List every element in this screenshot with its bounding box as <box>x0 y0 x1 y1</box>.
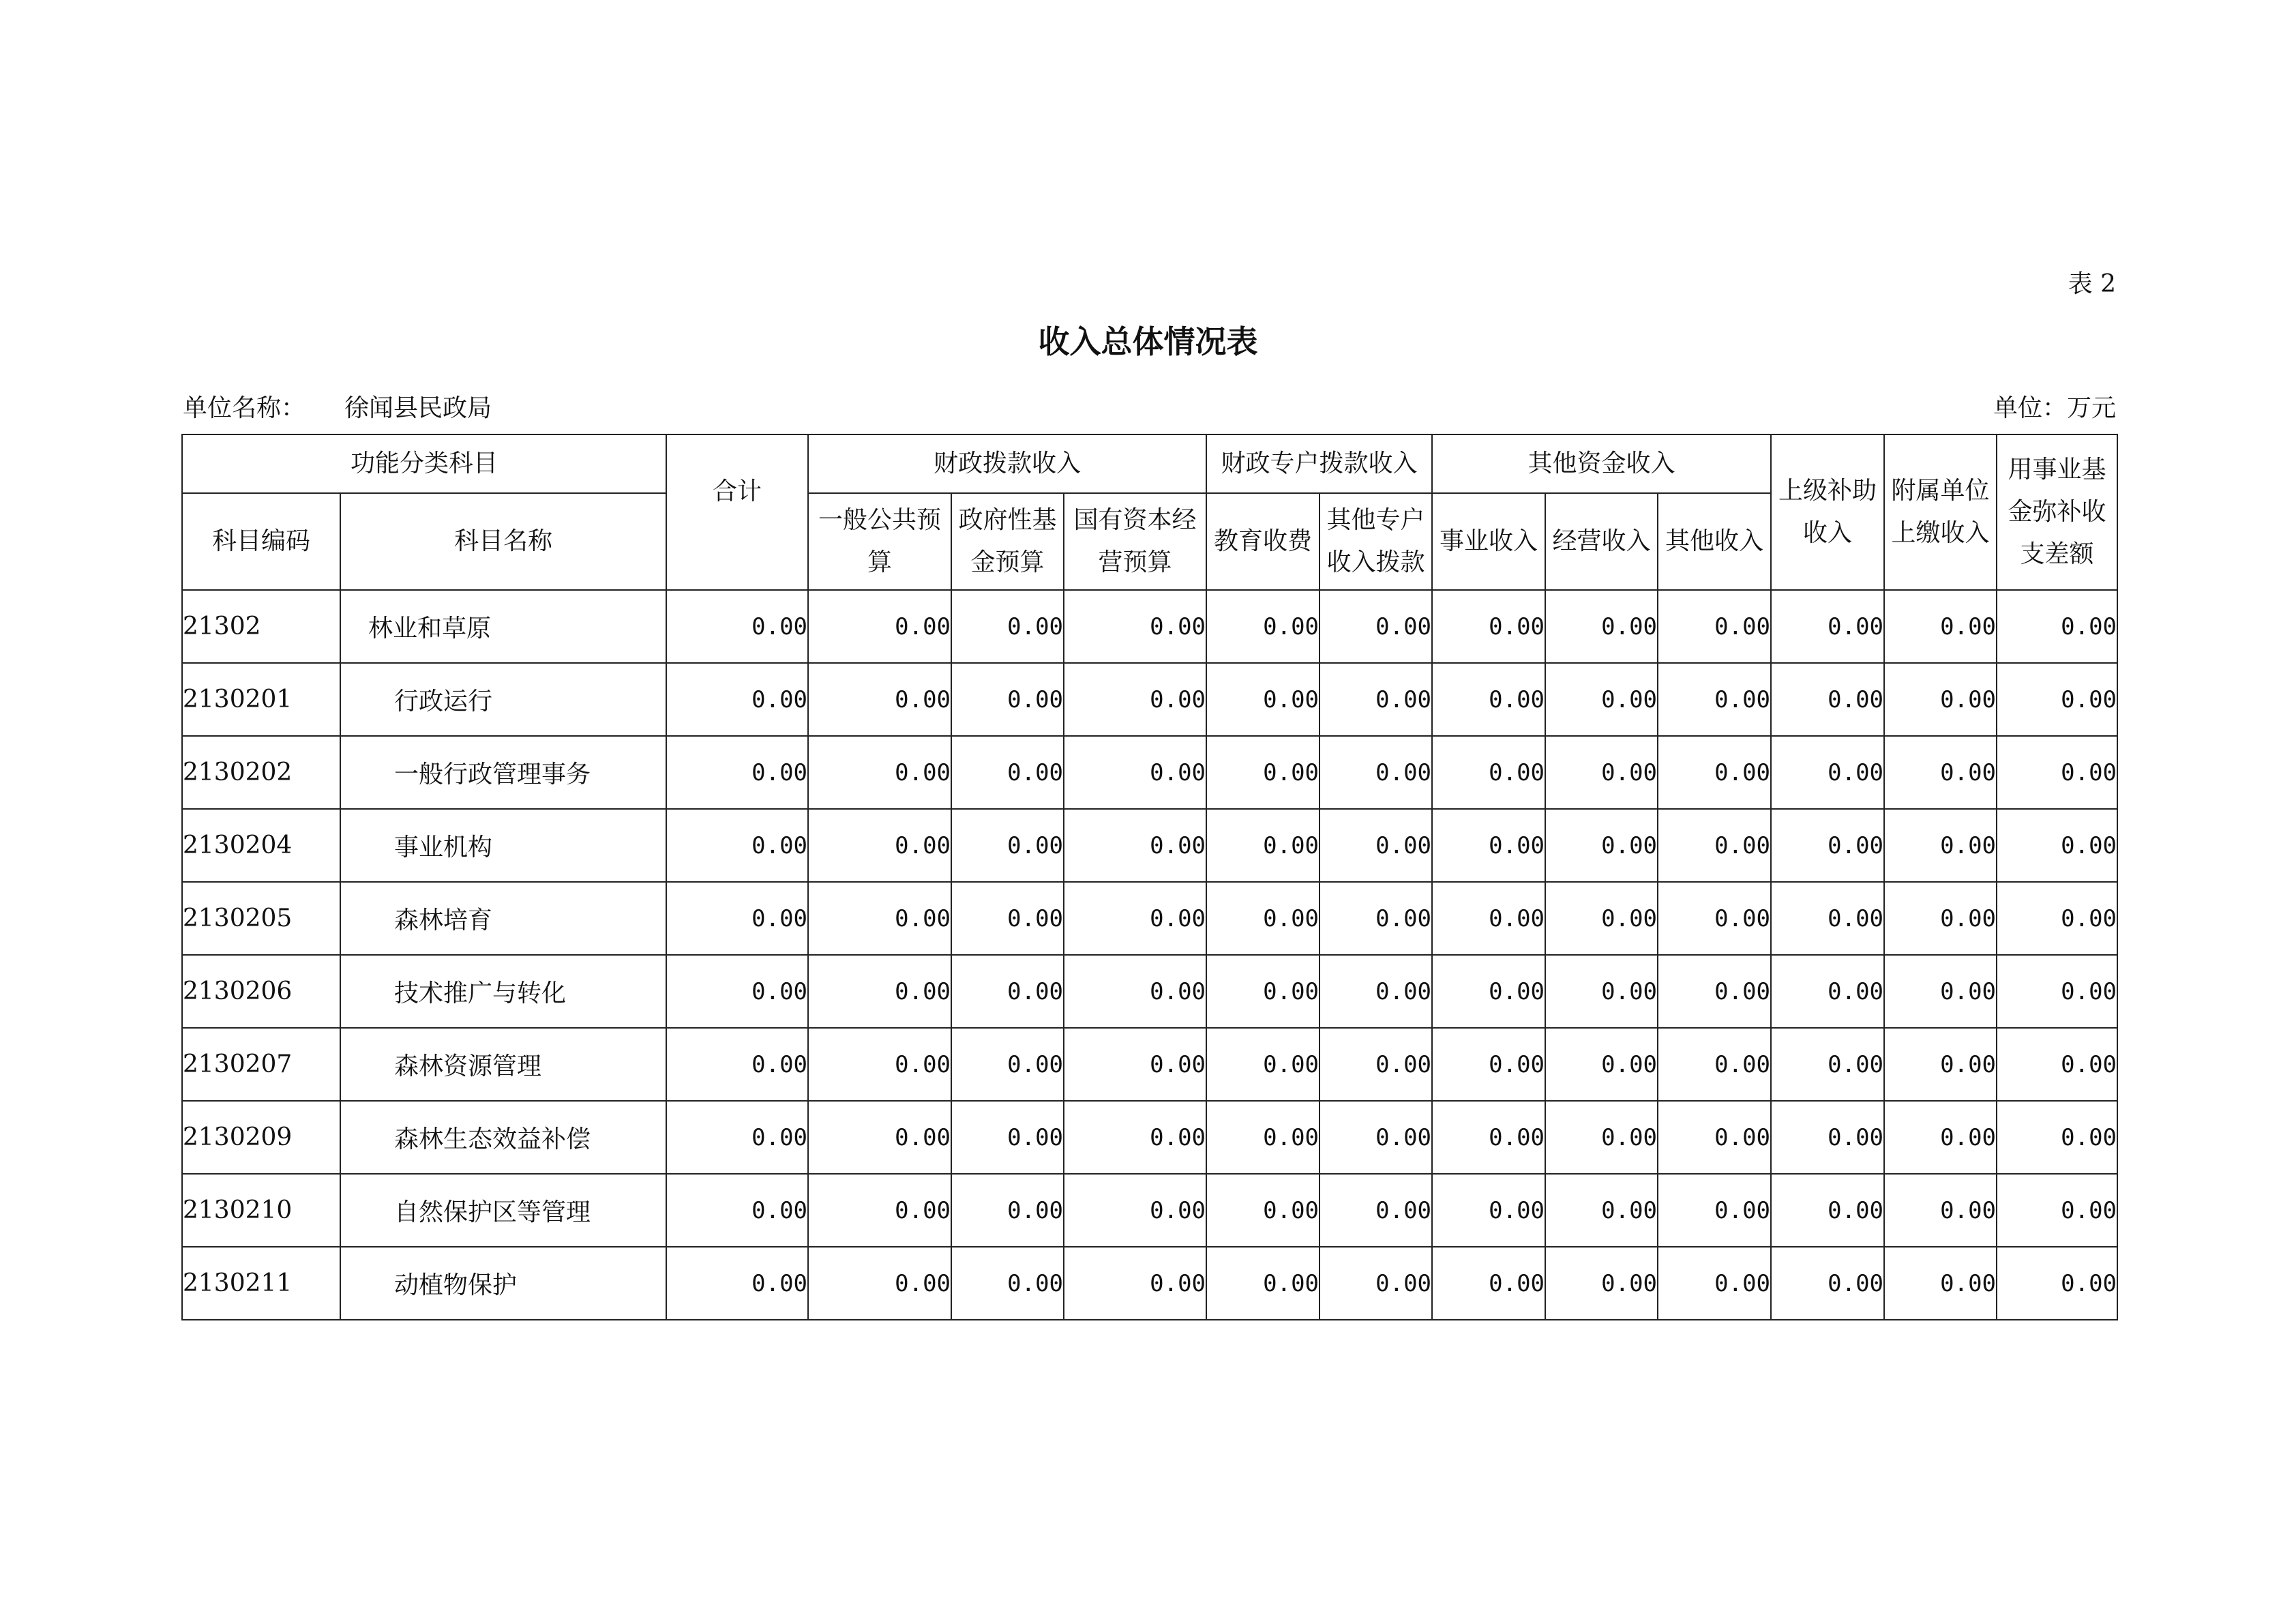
amount-cell: 0.00 <box>1771 1101 1884 1174</box>
subject-name-cell <box>340 736 666 809</box>
amount-cell: 0.00 <box>1320 882 1432 955</box>
amount-cell: 0.00 <box>1064 955 1206 1028</box>
subject-code: 2130202 <box>182 736 340 809</box>
amount-cell: 0.00 <box>808 590 951 663</box>
subject-name-cell <box>340 663 666 736</box>
amount-cell: 0.00 <box>1320 663 1432 736</box>
amount-cell: 0.00 <box>1320 1101 1432 1174</box>
table-row <box>182 1101 2117 1174</box>
subject-code: 2130204 <box>182 809 340 882</box>
amount-cell: 0.00 <box>808 1174 951 1247</box>
header-fiscal-general: 一般公共预算 <box>808 493 951 590</box>
amount-cell: 0.00 <box>1997 590 2117 663</box>
table-row <box>182 736 2117 809</box>
amount-cell: 0.00 <box>1884 663 1997 736</box>
amount-cell: 0.00 <box>1771 882 1884 955</box>
amount-cell: 0.00 <box>1064 882 1206 955</box>
amount-cell: 0.00 <box>808 1028 951 1101</box>
header-code: 科目编码 <box>182 493 340 590</box>
header-business-income: 事业收入 <box>1432 493 1545 590</box>
amount-cell: 0.00 <box>808 1101 951 1174</box>
amount-cell: 0.00 <box>1771 590 1884 663</box>
unit-name-value: 徐闻县民政局 <box>344 394 492 422</box>
subject-code: 2130209 <box>182 1101 340 1174</box>
amount-cell: 0.00 <box>1658 1174 1771 1247</box>
amount-cell: 0.00 <box>1771 1174 1884 1247</box>
amount-cell: 0.00 <box>951 736 1064 809</box>
header-name: 科目名称 <box>340 493 666 590</box>
table-row <box>182 809 2117 882</box>
amount-cell: 0.00 <box>666 590 808 663</box>
unit-name-label: 单位名称： <box>183 394 306 422</box>
subject-name: 动植物保护 <box>394 1271 518 1299</box>
amount-cell: 0.00 <box>1064 1174 1206 1247</box>
amount-cell: 0.00 <box>1206 590 1320 663</box>
amount-cell: 0.00 <box>666 1028 808 1101</box>
amount-cell: 0.00 <box>1545 1101 1658 1174</box>
amount-cell: 0.00 <box>666 1101 808 1174</box>
amount-cell: 0.00 <box>1545 1174 1658 1247</box>
table-row <box>182 1247 2117 1320</box>
header-func-category: 功能分类科目 <box>182 434 666 493</box>
amount-cell: 0.00 <box>1658 1247 1771 1320</box>
amount-cell: 0.00 <box>1432 1247 1545 1320</box>
amount-cell: 0.00 <box>1545 590 1658 663</box>
amount-cell: 0.00 <box>1320 955 1432 1028</box>
amount-cell: 0.00 <box>1771 1247 1884 1320</box>
amount-cell: 0.00 <box>1206 1028 1320 1101</box>
amount-cell: 0.00 <box>1997 955 2117 1028</box>
amount-cell: 0.00 <box>1064 809 1206 882</box>
table-row <box>182 590 2117 663</box>
amount-cell: 0.00 <box>951 809 1064 882</box>
amount-cell: 0.00 <box>1658 809 1771 882</box>
amount-cell: 0.00 <box>1545 736 1658 809</box>
amount-cell: 0.00 <box>1064 1247 1206 1320</box>
subject-name: 森林生态效益补偿 <box>394 1125 591 1153</box>
amount-cell: 0.00 <box>1545 882 1658 955</box>
amount-cell: 0.00 <box>1206 882 1320 955</box>
amount-cell: 0.00 <box>1432 1028 1545 1101</box>
amount-cell: 0.00 <box>1064 736 1206 809</box>
amount-cell: 0.00 <box>1658 736 1771 809</box>
amount-cell: 0.00 <box>1320 1247 1432 1320</box>
amount-cell: 0.00 <box>1997 882 2117 955</box>
amount-cell: 0.00 <box>1997 809 2117 882</box>
table-row <box>182 955 2117 1028</box>
amount-cell: 0.00 <box>1771 955 1884 1028</box>
amount-cell: 0.00 <box>1884 736 1997 809</box>
amount-cell: 0.00 <box>1658 955 1771 1028</box>
amount-cell: 0.00 <box>1997 663 2117 736</box>
amount-cell: 0.00 <box>1206 809 1320 882</box>
amount-cell: 0.00 <box>1206 1174 1320 1247</box>
header-fiscal-fund: 政府性基金预算 <box>951 493 1064 590</box>
amount-cell: 0.00 <box>1997 736 2117 809</box>
subject-name: 一般行政管理事务 <box>394 761 591 788</box>
header-other-special: 其他专户收入拨款 <box>1320 493 1432 590</box>
currency-unit-label: 单位：万元 <box>1993 394 2116 422</box>
header-fiscal-state-capital: 国有资本经营预算 <box>1064 493 1206 590</box>
subject-name-cell <box>340 1247 666 1320</box>
amount-cell: 0.00 <box>1432 1174 1545 1247</box>
subject-name-cell <box>340 590 666 663</box>
amount-cell: 0.00 <box>1545 1247 1658 1320</box>
amount-cell: 0.00 <box>1884 1028 1997 1101</box>
amount-cell: 0.00 <box>1206 736 1320 809</box>
amount-cell: 0.00 <box>666 736 808 809</box>
subject-code: 21302 <box>182 590 340 663</box>
amount-cell: 0.00 <box>808 882 951 955</box>
subject-name: 技术推广与转化 <box>394 979 567 1007</box>
subject-name: 林业和草原 <box>368 615 492 643</box>
amount-cell: 0.00 <box>951 955 1064 1028</box>
header-fund-offset: 用事业基金弥补收支差额 <box>1997 434 2117 590</box>
amount-cell: 0.00 <box>1658 882 1771 955</box>
amount-cell: 0.00 <box>666 955 808 1028</box>
subject-code: 2130211 <box>182 1247 340 1320</box>
amount-cell: 0.00 <box>1884 882 1997 955</box>
amount-cell: 0.00 <box>1771 1028 1884 1101</box>
amount-cell: 0.00 <box>1884 1247 1997 1320</box>
amount-cell: 0.00 <box>951 1028 1064 1101</box>
amount-cell: 0.00 <box>1432 1101 1545 1174</box>
amount-cell: 0.00 <box>1432 736 1545 809</box>
table-row <box>182 882 2117 955</box>
table-row <box>182 1174 2117 1247</box>
amount-cell: 0.00 <box>951 663 1064 736</box>
amount-cell: 0.00 <box>808 955 951 1028</box>
subject-code: 2130201 <box>182 663 340 736</box>
table-row <box>182 1028 2117 1101</box>
amount-cell: 0.00 <box>1884 1174 1997 1247</box>
header-other-income: 其他收入 <box>1658 493 1771 590</box>
amount-cell: 0.00 <box>1658 590 1771 663</box>
header-education-fees: 教育收费 <box>1206 493 1320 590</box>
amount-cell: 0.00 <box>1320 590 1432 663</box>
amount-cell: 0.00 <box>1884 809 1997 882</box>
header-superior-subsidy: 上级补助收入 <box>1771 434 1884 590</box>
header-affiliated-unit: 附属单位上缴收入 <box>1884 434 1997 590</box>
header-total: 合计 <box>666 434 808 590</box>
amount-cell: 0.00 <box>1320 1028 1432 1101</box>
amount-cell: 0.00 <box>1545 955 1658 1028</box>
amount-cell: 0.00 <box>1206 1101 1320 1174</box>
amount-cell: 0.00 <box>1206 955 1320 1028</box>
amount-cell: 0.00 <box>1997 1174 2117 1247</box>
subject-name: 森林培育 <box>394 906 493 934</box>
amount-cell: 0.00 <box>1545 809 1658 882</box>
amount-cell: 0.00 <box>1320 736 1432 809</box>
subject-name-cell <box>340 1101 666 1174</box>
subject-name: 事业机构 <box>394 833 493 861</box>
amount-cell: 0.00 <box>1320 1174 1432 1247</box>
amount-cell: 0.00 <box>1997 1247 2117 1320</box>
amount-cell: 0.00 <box>1064 1028 1206 1101</box>
amount-cell: 0.00 <box>1064 1101 1206 1174</box>
amount-cell: 0.00 <box>808 1247 951 1320</box>
subject-code: 2130206 <box>182 955 340 1028</box>
subject-name-cell <box>340 1174 666 1247</box>
amount-cell: 0.00 <box>1206 1247 1320 1320</box>
table-row <box>182 663 2117 736</box>
subject-name-cell <box>340 955 666 1028</box>
amount-cell: 0.00 <box>1658 1028 1771 1101</box>
amount-cell: 0.00 <box>1432 590 1545 663</box>
amount-cell: 0.00 <box>1545 663 1658 736</box>
table-number: 表 2 <box>2068 270 2116 298</box>
amount-cell: 0.00 <box>666 882 808 955</box>
amount-cell: 0.00 <box>1771 809 1884 882</box>
subject-code: 2130205 <box>182 882 340 955</box>
header-operating-income: 经营收入 <box>1545 493 1658 590</box>
amount-cell: 0.00 <box>1771 736 1884 809</box>
amount-cell: 0.00 <box>666 663 808 736</box>
header-other-funds: 其他资金收入 <box>1432 434 1771 493</box>
amount-cell: 0.00 <box>1658 1101 1771 1174</box>
amount-cell: 0.00 <box>666 1247 808 1320</box>
subject-name: 行政运行 <box>394 688 493 715</box>
subject-name-cell <box>340 809 666 882</box>
amount-cell: 0.00 <box>1432 663 1545 736</box>
amount-cell: 0.00 <box>1064 590 1206 663</box>
amount-cell: 0.00 <box>808 663 951 736</box>
amount-cell: 0.00 <box>1432 882 1545 955</box>
amount-cell: 0.00 <box>1432 955 1545 1028</box>
amount-cell: 0.00 <box>1064 663 1206 736</box>
amount-cell: 0.00 <box>1320 809 1432 882</box>
amount-cell: 0.00 <box>951 1247 1064 1320</box>
amount-cell: 0.00 <box>808 809 951 882</box>
header-fiscal: 财政拨款收入 <box>808 434 1206 493</box>
amount-cell: 0.00 <box>808 736 951 809</box>
amount-cell: 0.00 <box>1658 663 1771 736</box>
subject-name-cell <box>340 882 666 955</box>
amount-cell: 0.00 <box>666 1174 808 1247</box>
amount-cell: 0.00 <box>1884 590 1997 663</box>
header-special-account: 财政专户拨款收入 <box>1206 434 1432 493</box>
amount-cell: 0.00 <box>1884 1101 1997 1174</box>
amount-cell: 0.00 <box>666 809 808 882</box>
amount-cell: 0.00 <box>951 1101 1064 1174</box>
amount-cell: 0.00 <box>1545 1028 1658 1101</box>
amount-cell: 0.00 <box>951 590 1064 663</box>
subject-name: 自然保护区等管理 <box>394 1198 591 1226</box>
subject-name: 森林资源管理 <box>394 1052 542 1080</box>
subject-name-cell <box>340 1028 666 1101</box>
amount-cell: 0.00 <box>951 882 1064 955</box>
amount-cell: 0.00 <box>1206 663 1320 736</box>
document-title: 收入总体情况表 <box>1038 323 1258 360</box>
amount-cell: 0.00 <box>1884 955 1997 1028</box>
amount-cell: 0.00 <box>1997 1101 2117 1174</box>
subject-code: 2130207 <box>182 1028 340 1101</box>
subject-code: 2130210 <box>182 1174 340 1247</box>
amount-cell: 0.00 <box>951 1174 1064 1247</box>
income-table <box>181 434 2118 1320</box>
amount-cell: 0.00 <box>1771 663 1884 736</box>
amount-cell: 0.00 <box>1997 1028 2117 1101</box>
amount-cell: 0.00 <box>1432 809 1545 882</box>
